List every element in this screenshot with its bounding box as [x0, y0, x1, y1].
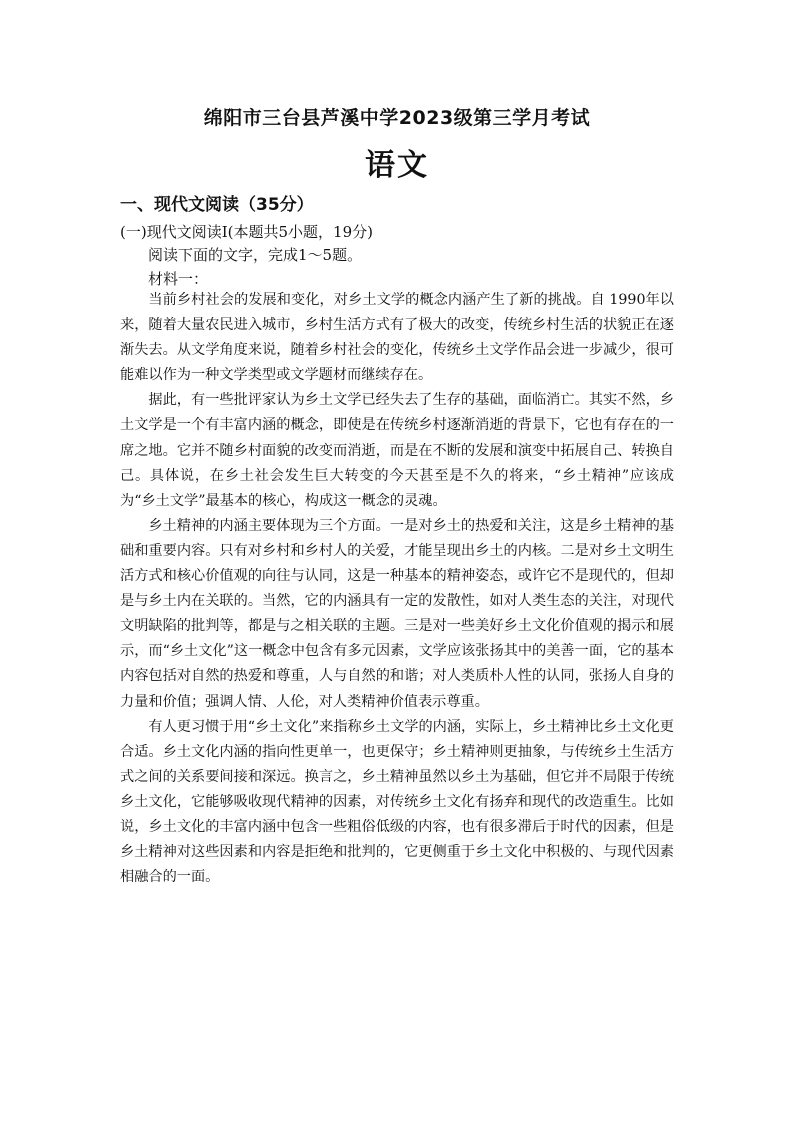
- exam-title: 绵阳市三台县芦溪中学2023级第三学月考试: [203, 107, 591, 129]
- passage-paragraph: 据此，有一些批评家认为乡土文学已经失去了生存的基础，面临消亡。其实不然，乡土文学是一个有丰富内涵的概念，即使是在传统乡村逐渐消逝的背景下，它也有存在的一席之地。它并不随乡村面貌的改变而消逝，而是在不断的发展和演变中拓展自己、转换自己。具体说，在乡土社会发生巨大转变的今天甚至是不久的将来，“乡土精神”应该成为“乡土文学”最基本的核心，构成这一概念的灵魂。: [120, 392, 674, 509]
- reading-passage: [120, 288, 674, 890]
- subject-title: 语文: [365, 148, 429, 183]
- material-label: 材料一：: [148, 270, 209, 288]
- subsection-heading: (一)现代文阅读Ⅰ(本题共5小题，19分): [120, 223, 373, 241]
- passage-paragraph: 有人更习惯于用“乡土文化”来指称乡土文学的内涵，实际上，乡土精神比乡土文化更合适。乡土文化内涵的指向性更单一，也更保守；乡土精神则更抽象，与传统乡土生活方式之间的关系要间接和深远。换言之，乡土精神虽然以乡土为基础，但它并不局限于传统乡土文化，它能够吸收现代精神的因素，对传统乡土文化有扬弃和现代的改造重生。比如说，乡土文化的丰富内涵中包含一些粗俗低级的内容，也有很多滞后于时代的因素，但是乡土精神对这些因素和内容是拒绝和批判的，它更侧重于乡土文化中积极的、与现代因素相融合的一面。: [120, 718, 674, 886]
- passage-paragraph: 当前乡村社会的发展和变化，对乡土文学的概念内涵产生了新的挑战。自 1990年以来，随着大量农民进入城市，乡村生活方式有了极大的改变，传统乡村生活的状貌正在逐渐失去。从文学角度来说，随着乡村社会的变化，传统乡土文学作品会进一步减少，很可能难以作为一种文学类型或文学题材而继续存在。: [120, 292, 674, 384]
- reading-instruction: 阅读下面的文字，完成1～5题。: [148, 246, 363, 264]
- passage-paragraph: 乡土精神的内涵主要体现为三个方面。一是对乡土的热爱和关注，这是乡土精神的基础和重要内容。只有对乡村和乡村人的关爱，才能呈现出乡土的内核。二是对乡土文明生活方式和核心价值观的向往与认同，这是一种基本的精神姿态，或许它不是现代的，但却是与乡土内在关联的。当然，它的内涵具有一定的发散性，如对人类生态的关注，对现代文明缺陷的批判等，都是与之相关联的主题。三是对一些美好乡土文化价值观的揭示和展示，而“乡土文化”这一概念中包含有多元因素，文学应该张扬其中的美善一面，它的基本内容包括对自然的热爱和尊重，人与自然的和谐；对人类质朴人性的认同，张扬人自身的力量和价值；强调人情、人伦，对人类精神价值表示尊重。: [120, 517, 674, 710]
- section-heading: 一、现代文阅读（35分）: [120, 195, 314, 215]
